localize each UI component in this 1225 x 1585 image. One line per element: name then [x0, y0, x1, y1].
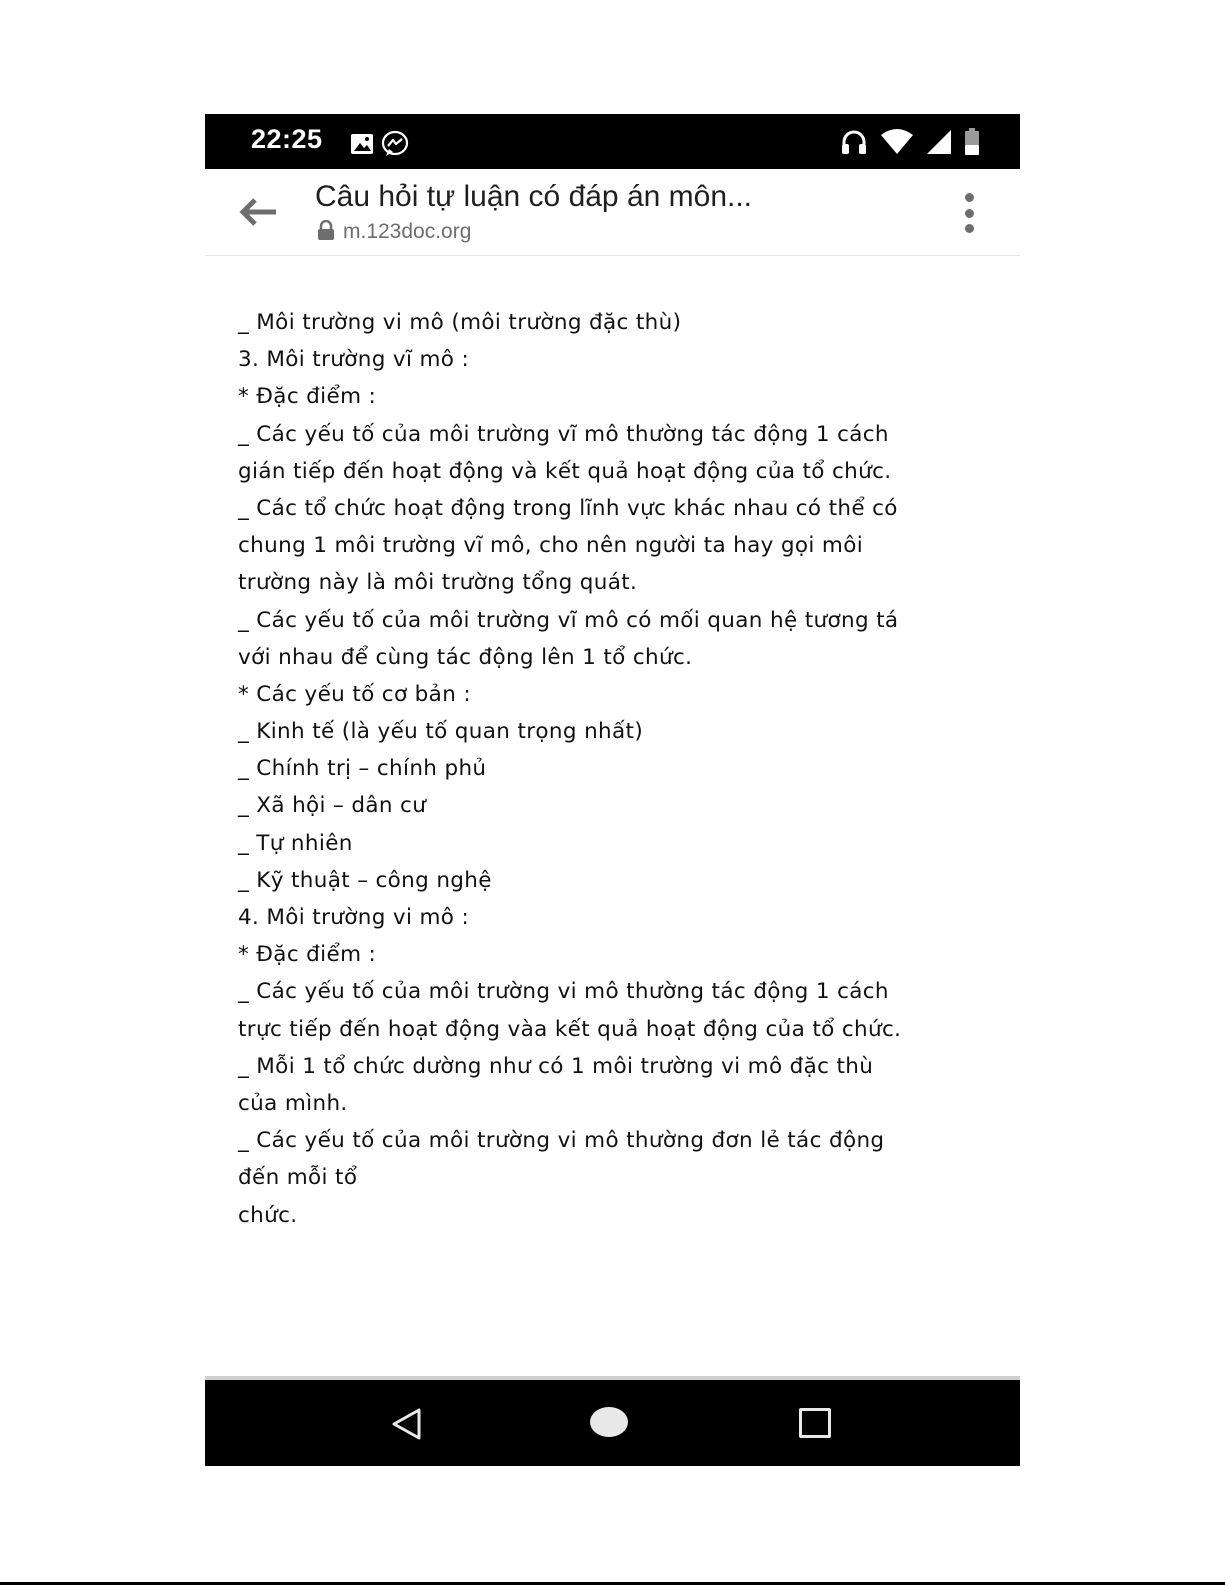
back-button[interactable] — [235, 191, 281, 237]
cell-signal-icon — [926, 129, 952, 159]
content-line: _ Các tổ chức hoạt động trong lĩnh vực khác nhau có thể có — [238, 495, 898, 521]
content-line: _ Các yếu tố của môi trường vi mô thường đơn lẻ tác động — [238, 1128, 885, 1154]
lock-icon — [317, 220, 335, 244]
menu-dot — [965, 209, 974, 218]
url-bar[interactable] — [317, 220, 471, 244]
image-notification-icon — [350, 133, 374, 159]
content-line: _ Các yếu tố của môi trường vi mô thường tác động 1 cách — [238, 979, 889, 1005]
content-line: trực tiếp đến hoạt động vàa kết quả hoạt động của tổ chức. — [238, 1016, 902, 1042]
battery-icon — [964, 128, 980, 160]
content-line: đến mỗi tổ — [238, 1165, 358, 1191]
content-line: gián tiếp đến hoạt động và kết quả hoạt động của tổ chức. — [238, 458, 892, 484]
nav-back-icon[interactable] — [390, 1407, 422, 1445]
content-line: 4. Môi trường vi mô : — [238, 905, 470, 930]
content-line: _ Mỗi 1 tổ chức dường như có 1 môi trường vi mô đặc thù — [238, 1053, 874, 1079]
content-line: _ Chính trị – chính phủ — [238, 756, 487, 782]
content-line: _ Các yếu tố của môi trường vĩ mô thường tác động 1 cách — [238, 421, 889, 447]
notification-icons — [350, 130, 409, 162]
more-vertical-icon — [965, 193, 974, 202]
status-bar — [205, 114, 1020, 169]
page-title[interactable]: Câu hỏi tự luận có đáp án môn... — [315, 180, 753, 213]
content-line: * Đặc điểm : — [238, 942, 377, 968]
content-line: * Các yếu tố cơ bản : — [238, 681, 471, 707]
content-line: * Đặc điểm : — [238, 384, 377, 410]
content-line: _ Kỹ thuật – công nghệ — [238, 867, 492, 893]
content-line: _ Xã hội – dân cư — [238, 793, 427, 819]
content-line: chung 1 môi trường vĩ mô, cho nên người ta hay gọi môi — [238, 533, 864, 559]
messenger-icon — [381, 130, 409, 162]
content-line: trường này là môi trường tổng quát. — [238, 570, 638, 596]
content-line: _ Kinh tế (là yếu tố quan trọng nhất) — [238, 719, 644, 745]
navigation-bar — [205, 1380, 1020, 1466]
content-line: _ Môi trường vi mô (môi trường đặc thù) — [238, 310, 682, 335]
content-line: của mình. — [238, 1090, 348, 1116]
url-text: m.123doc.org — [343, 220, 472, 243]
wifi-icon — [880, 129, 914, 159]
system-status-icons — [840, 128, 980, 160]
content-line: chức. — [238, 1202, 298, 1228]
content-line: 3. Môi trường vĩ mô : — [238, 347, 470, 373]
page-content — [238, 304, 1020, 1234]
content-line: _ Các yếu tố của môi trường vĩ mô có mối quan hệ tương tá — [238, 607, 899, 633]
nav-recents-icon[interactable] — [799, 1408, 831, 1438]
status-time: 22:25 — [251, 124, 323, 154]
phone-screen — [205, 114, 1020, 1466]
content-line: _ Tự nhiên — [238, 830, 353, 856]
browser-toolbar — [205, 169, 1020, 256]
menu-dot — [965, 224, 974, 233]
more-menu-button[interactable] — [958, 193, 980, 233]
nav-home-icon[interactable] — [590, 1407, 628, 1437]
headphones-icon — [840, 128, 868, 160]
content-line: với nhau để cùng tác động lên 1 tổ chức. — [238, 644, 693, 670]
arrow-back-icon — [238, 197, 278, 231]
